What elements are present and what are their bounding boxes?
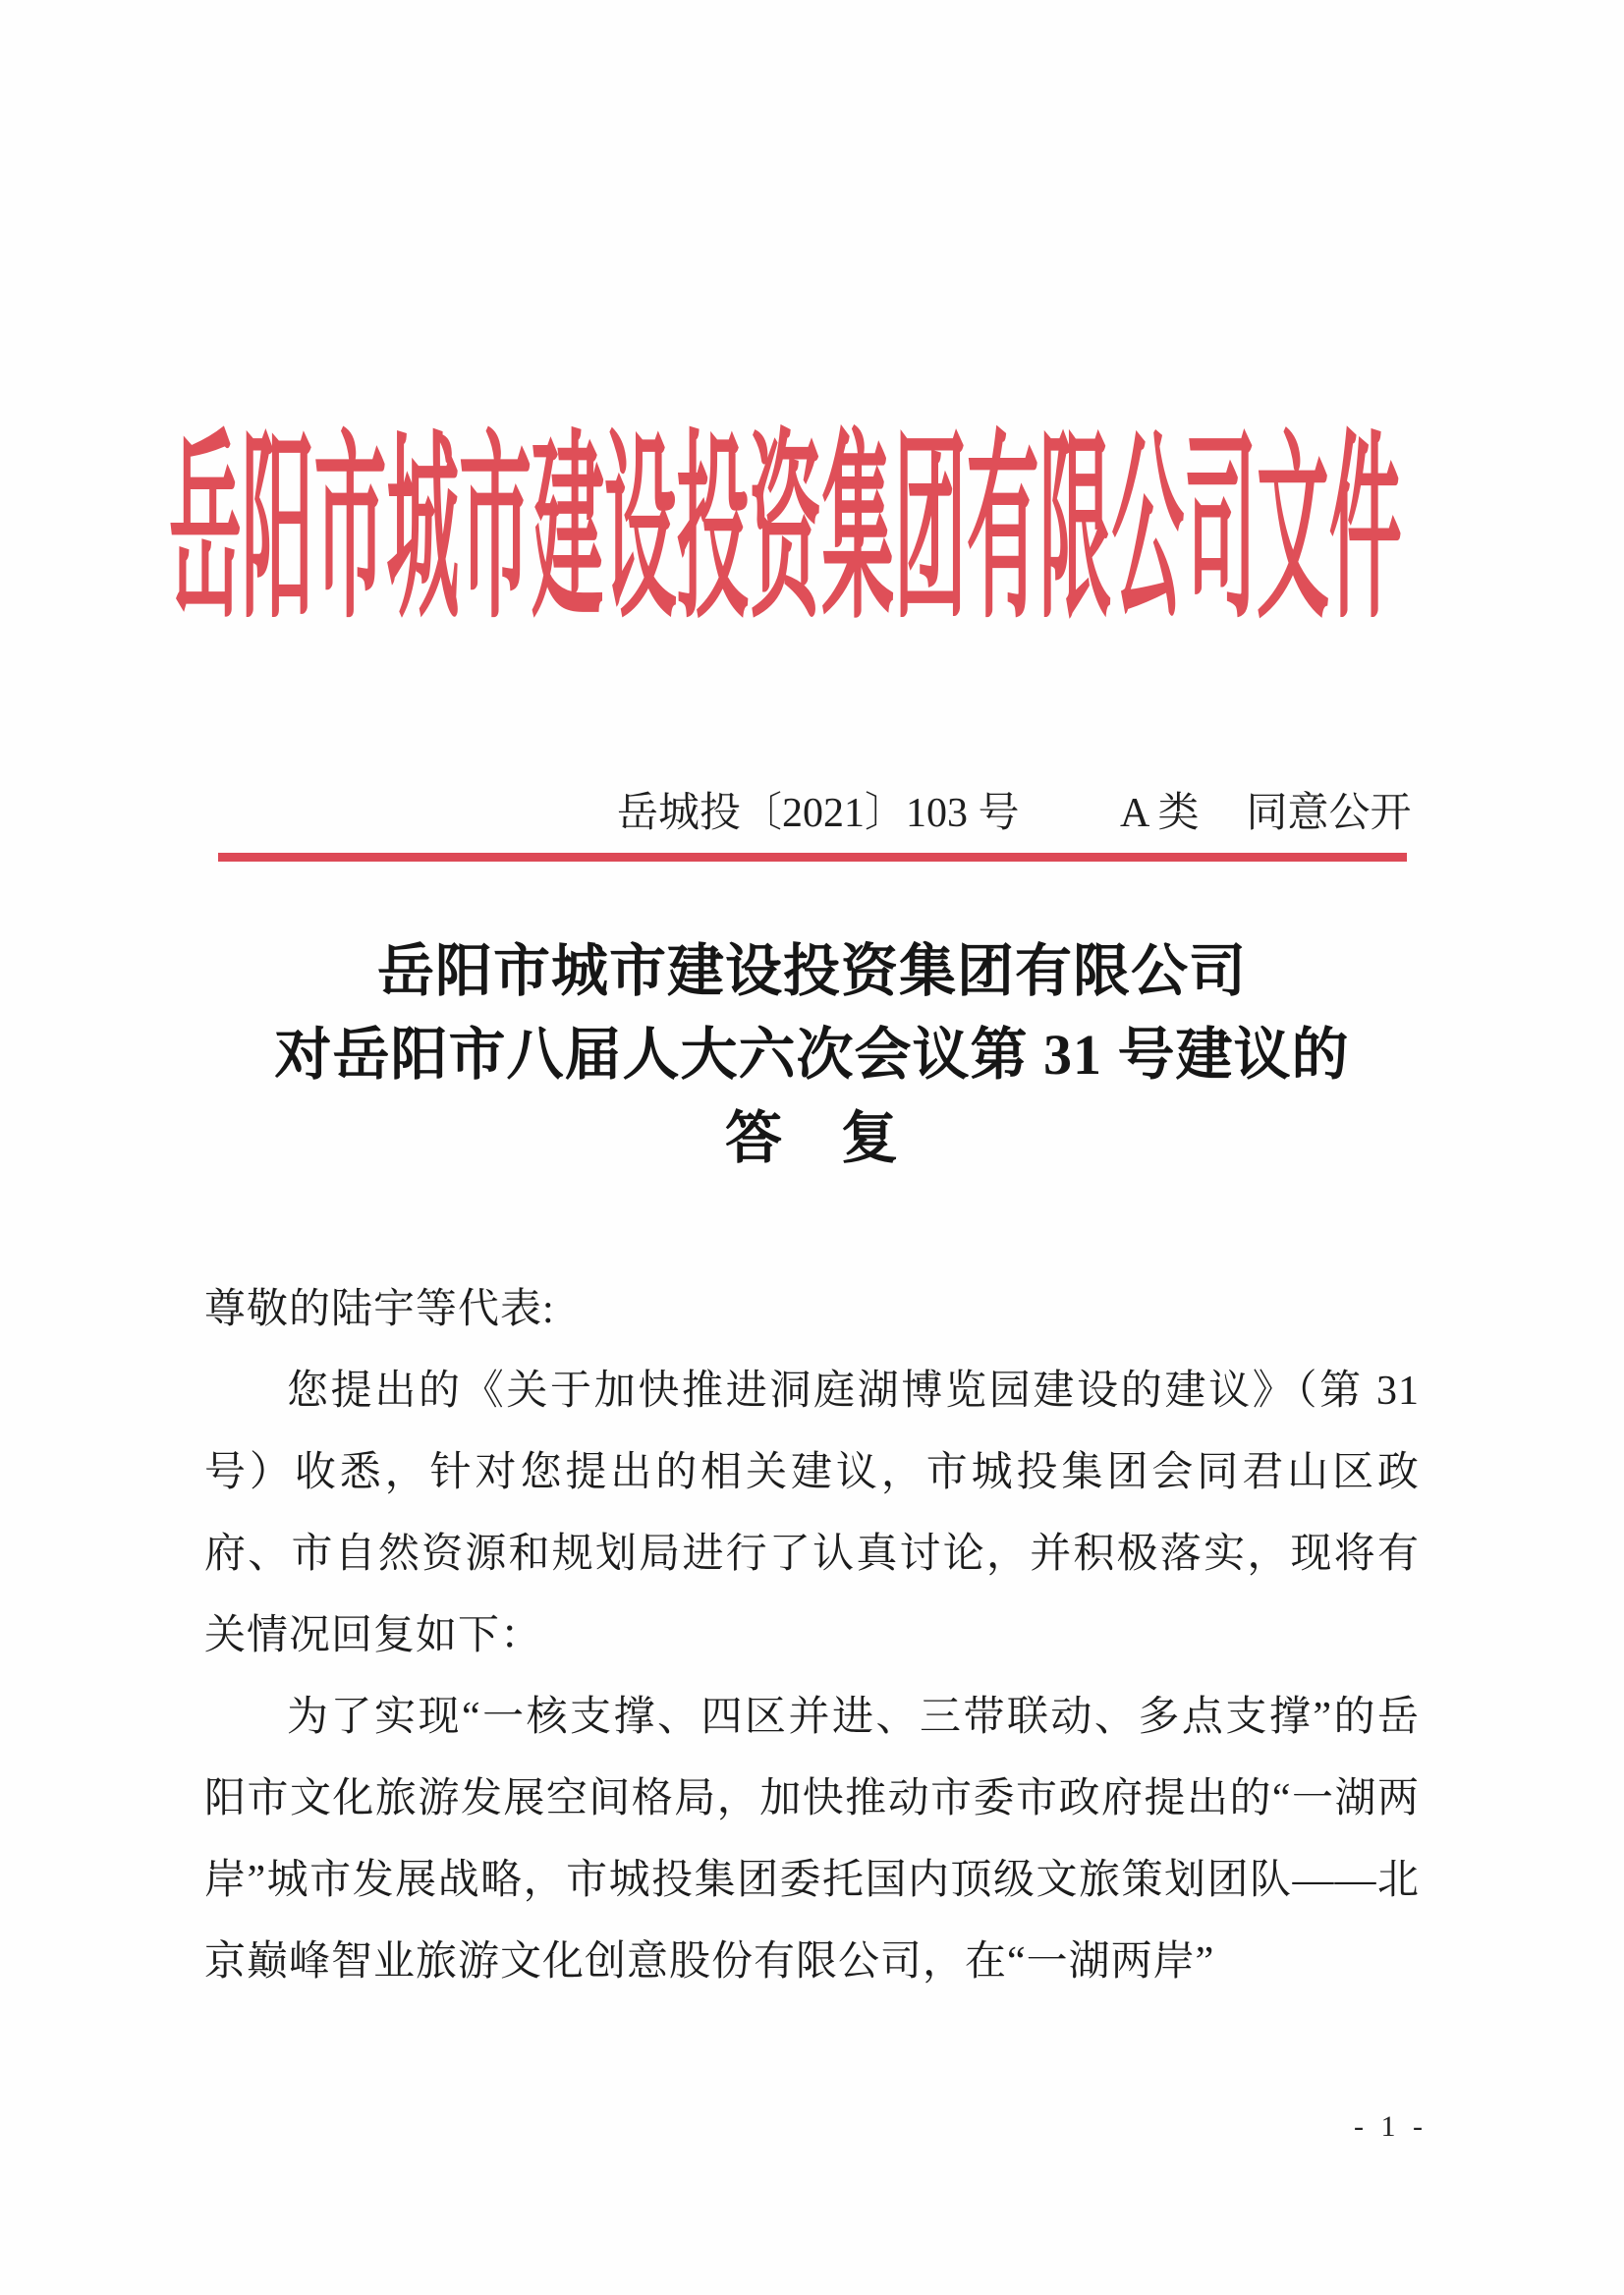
page-number: - 1 - <box>1354 2110 1428 2143</box>
letterhead-text: 岳阳市城市建设投资集团有限公司文件 <box>169 420 1402 643</box>
red-divider-rule <box>218 853 1407 862</box>
body-paragraph-2: 为了实现“一核支撑、四区并进、三带联动、多点支撑”的岳阳市文化旅游发展空间格局，加快推动市委市政府提出的“一湖两岸”城市发展战略，市城投集团委托国内顶级文旅策划团队——北京巅峰智业旅游文化创意股份有限公司，在“一湖两岸” <box>204 1695 1420 1985</box>
document-body <box>204 1269 1420 2003</box>
document-title <box>204 929 1420 1180</box>
document-title-line-1: 岳阳市城市建设投资集团有限公司 <box>376 939 1247 1003</box>
document-meta-row <box>0 786 1624 845</box>
document-number: 岳城投〔2021〕103 号 <box>617 791 1020 836</box>
document-title-line-3: 答 复 <box>724 1106 899 1170</box>
document-title-line-2: 对岳阳市八届人大六次会议第 31 号建议的 <box>274 1023 1350 1087</box>
salutation: 尊敬的陆宇等代表: <box>204 1287 555 1332</box>
body-paragraph-1: 您提出的《关于加快推进洞庭湖博览园建设的建议》（第 31 号）收悉，针对您提出的相关建议，市城投集团会同君山区政府、市自然资源和规划局进行了认真讨论，并积极落实，现将有关情况回复如下： <box>204 1369 1420 1658</box>
letterhead-banner <box>169 420 1436 646</box>
disclosure-label: 同意公开 <box>1246 791 1412 836</box>
classification-group <box>1120 786 1412 841</box>
classification-label: A 类 <box>1120 791 1200 836</box>
